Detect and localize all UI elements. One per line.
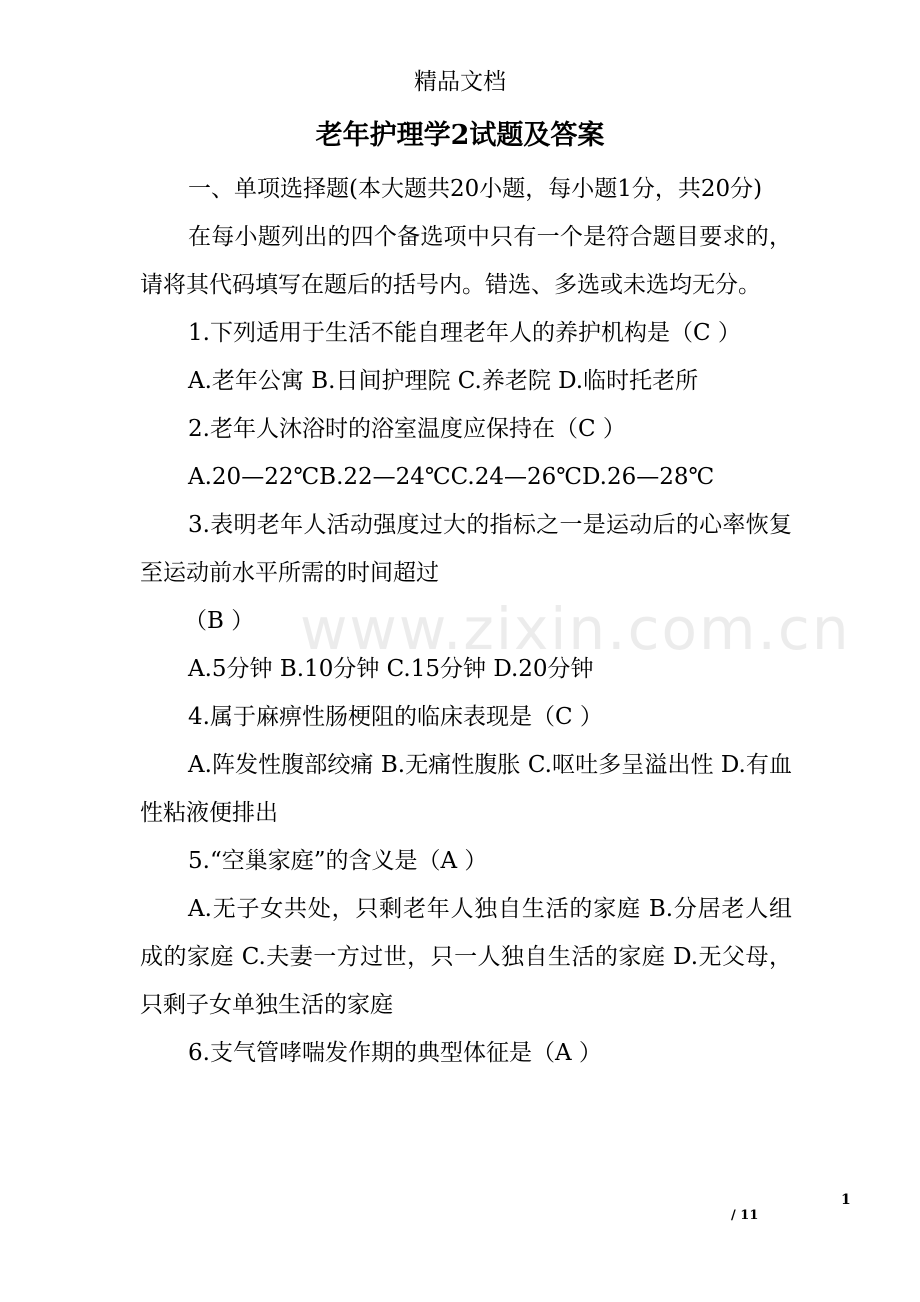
- question-5: 5.“空巢家庭”的含义是（A ）: [188, 848, 488, 874]
- document-title: 老年护理学2试题及答案: [315, 120, 605, 151]
- question-3-answer: （B ）: [184, 608, 255, 634]
- question-1: 1.下列适用于生活不能自理老年人的养护机构是（C ）: [188, 320, 741, 346]
- question-2-options: A.20—22℃B.22—24℃C.24—26℃D.26—28℃: [188, 464, 715, 490]
- document-header: 精品文档: [414, 69, 506, 95]
- question-4: 4.属于麻痹性肠梗阻的临床表现是（C ）: [188, 704, 603, 730]
- instructions-paragraph: 在每小题列出的四个备选项中只有一个是符合题目要求的，请将其代码填写在题后的括号内。错选、多选或未选均无分。: [140, 224, 792, 298]
- question-4-options: A.阵发性腹部绞痛 B.无痛性腹胀 C.呕吐多呈溢出性 D.有血性粘液便排出: [140, 752, 792, 826]
- question-2: 2.老年人沐浴时的浴室温度应保持在（C ）: [188, 416, 626, 442]
- page-number: 1: [841, 1192, 851, 1208]
- document-body: [140, 165, 792, 1077]
- question-3: 3.表明老年人活动强度过大的指标之一是运动后的心率恢复至运动前水平所需的时间超过: [140, 512, 792, 586]
- question-5-options: A.无子女共处，只剩老年人独自生活的家庭 B.分居老人组成的家庭 C.夫妻一方过世，只一人独自生活的家庭 D.无父母，只剩子女单独生活的家庭: [140, 896, 792, 1018]
- page-total: / 11: [731, 1208, 759, 1223]
- watermark-text: www.zixin.com.cn: [300, 595, 851, 663]
- section-heading: 一、单项选择题(本大题共20小题，每小题1分，共20分): [188, 176, 763, 202]
- question-6: 6.支气管哮喘发作期的典型体征是（A ）: [188, 1040, 602, 1066]
- question-1-options: A.老年公寓 B.日间护理院 C.养老院 D.临时托老所: [188, 368, 699, 394]
- question-3-options: A.5分钟 B.10分钟 C.15分钟 D.20分钟: [188, 656, 594, 682]
